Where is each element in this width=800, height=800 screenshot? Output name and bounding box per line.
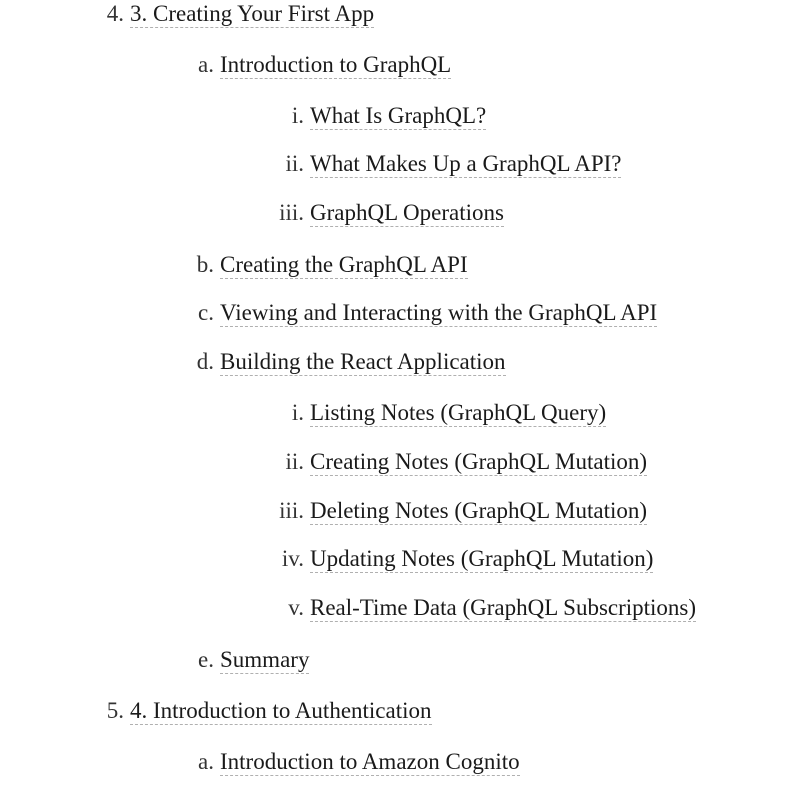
list-marker: iii. <box>279 200 304 225</box>
toc-link-listing-notes[interactable]: Listing Notes (GraphQL Query) <box>310 400 607 425</box>
list-marker: e. <box>198 647 214 672</box>
toc-link-creating-the-graphql-api[interactable]: Creating the GraphQL API <box>220 252 468 277</box>
toc-link-summary[interactable]: Summary <box>220 647 310 672</box>
list-marker: iv. <box>281 546 304 571</box>
toc-item-section <box>198 643 310 677</box>
list-marker: 4. <box>106 1 124 26</box>
toc-item-chapter-4 <box>106 694 432 728</box>
toc-link-graphql-operations[interactable]: GraphQL Operations <box>310 200 504 225</box>
toc-link-real-time-data[interactable]: Real-Time Data (GraphQL Subscriptions) <box>310 595 697 620</box>
list-marker: a. <box>198 749 214 774</box>
list-marker: c. <box>198 300 214 325</box>
toc-link-updating-notes[interactable]: Updating Notes (GraphQL Mutation) <box>310 546 654 571</box>
toc-link-introduction-to-authentication[interactable]: 4. Introduction to Authentication <box>130 698 432 723</box>
list-marker: ii. <box>285 449 304 474</box>
toc-link-viewing-and-interacting[interactable]: Viewing and Interacting with the GraphQL API <box>220 300 658 325</box>
list-marker: 5. <box>106 698 124 723</box>
toc-item-subsection <box>285 147 622 181</box>
list-marker: d. <box>196 349 214 374</box>
toc-item-section <box>196 248 468 282</box>
toc-item-section <box>198 745 520 779</box>
toc-item-subsection <box>281 542 654 576</box>
toc-item-subsection <box>279 196 504 230</box>
toc-link-introduction-to-graphql[interactable]: Introduction to GraphQL <box>220 52 452 77</box>
list-marker: v. <box>288 595 304 620</box>
toc-item-section <box>198 296 658 330</box>
list-marker: i. <box>291 103 304 128</box>
list-marker: a. <box>198 52 214 77</box>
list-marker: iii. <box>279 498 304 523</box>
toc-item-subsection <box>291 99 487 133</box>
toc-link-creating-your-first-app[interactable]: 3. Creating Your First App <box>130 1 375 26</box>
toc-link-introduction-to-amazon-cognito[interactable]: Introduction to Amazon Cognito <box>220 749 520 774</box>
toc-link-creating-notes[interactable]: Creating Notes (GraphQL Mutation) <box>310 449 648 474</box>
toc-item-subsection <box>291 396 607 430</box>
toc-link-deleting-notes[interactable]: Deleting Notes (GraphQL Mutation) <box>310 498 648 523</box>
toc-item-subsection <box>288 591 697 625</box>
list-marker: ii. <box>285 151 304 176</box>
list-marker: i. <box>291 400 304 425</box>
toc-item-section <box>198 48 452 82</box>
toc-link-what-makes-up-a-graphql-api[interactable]: What Makes Up a GraphQL API? <box>310 151 622 176</box>
toc-item-chapter-3 <box>106 0 375 31</box>
toc-link-what-is-graphql[interactable]: What Is GraphQL? <box>310 103 487 128</box>
toc-item-subsection <box>279 494 648 528</box>
toc-link-building-the-react-application[interactable]: Building the React Application <box>220 349 506 374</box>
toc-item-subsection <box>285 445 648 479</box>
toc-item-section <box>196 345 506 379</box>
list-marker: b. <box>196 252 214 277</box>
